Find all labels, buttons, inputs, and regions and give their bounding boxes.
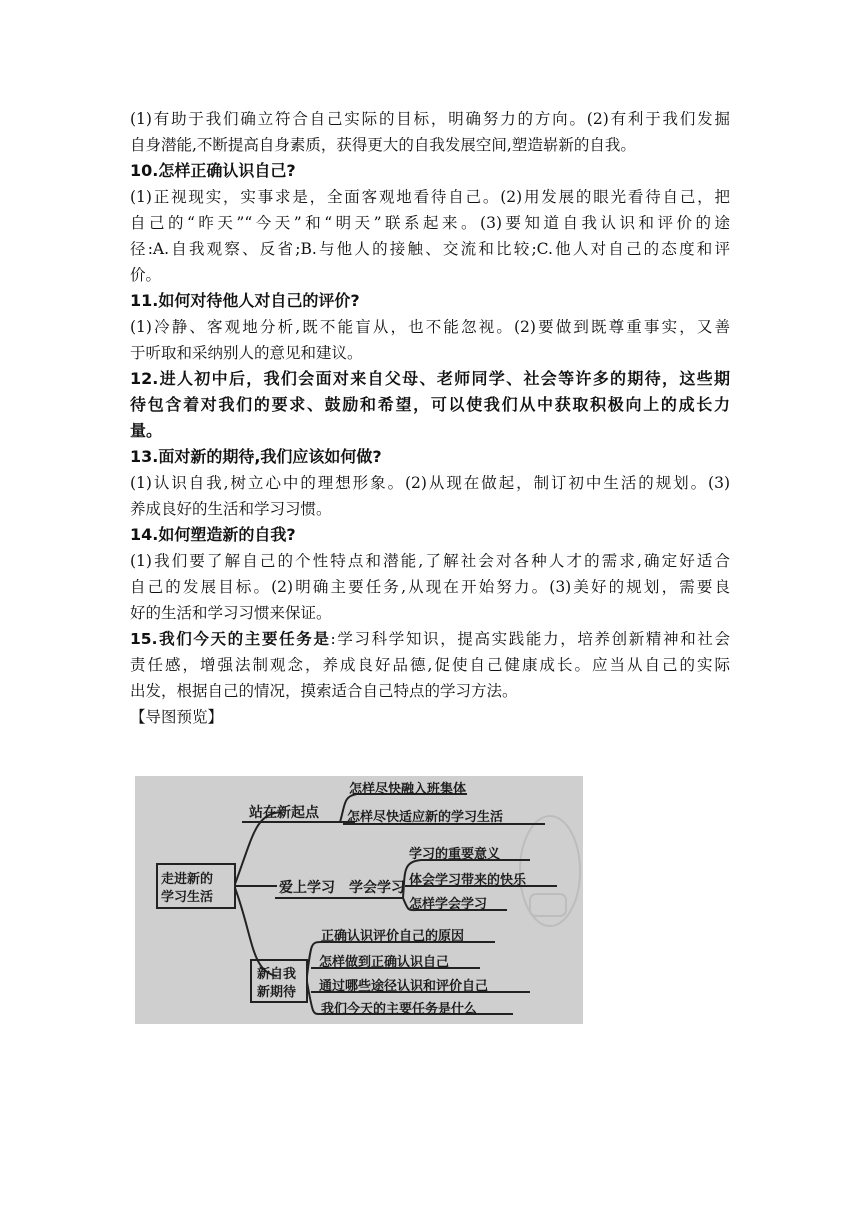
statement-12: 12.进人初中后，我们会面对来自父母、老师同学、社会等许多的期待，这些期 xyxy=(130,369,730,388)
statement-15 xyxy=(130,626,730,652)
map-heading: 【导图预览】 xyxy=(130,708,224,726)
answer-line: 价。 xyxy=(130,266,162,284)
mind-map-leaf: 学习的重要意义 xyxy=(409,847,501,862)
mind-map-photo xyxy=(135,776,583,1024)
mind-map-leaf: 正确认识评价自己的原因 xyxy=(321,929,465,944)
mind-map-leaf: 怎样学会学习 xyxy=(409,897,488,912)
mind-map-leaf: 我们今天的主要任务是什么 xyxy=(321,1002,478,1017)
answer-line: 自己的“昨天”“今天”和“明天”联系起来。(3)要知道自我认识和评价的途 xyxy=(130,214,730,232)
mind-map-leaf: 怎样做到正确认识自己 xyxy=(319,955,450,970)
answer-line: (1)正视现实，实事求是，全面客观地看待自己。(2)用发展的眼光看待自己，把 xyxy=(130,188,730,206)
question-14: 14.如何塑造新的自我? xyxy=(130,525,296,544)
answer-line: 养成良好的生活和学习习惯。 xyxy=(130,500,332,518)
mind-map-branch-3-line: 新期待 xyxy=(257,985,297,1000)
mind-map-root-line: 学习生活 xyxy=(161,890,214,905)
mind-map-root-line: 走进新的 xyxy=(161,872,214,887)
answer-line: (1)冷静、客观地分析,既不能盲从，也不能忽视。(2)要做到既尊重事实，又善 xyxy=(130,318,730,336)
question-11: 11.如何对待他人对自己的评价? xyxy=(130,291,360,310)
answer-line: 好的生活和学习习惯来保证。 xyxy=(130,604,332,622)
question-10: 10.怎样正确认识自己? xyxy=(130,161,296,180)
statement-15-lead: 15.我们今天的主要任务是 xyxy=(130,630,331,648)
paragraph-line: 自身潜能,不断提高自身素质，获得更大的自我发展空间,塑造崭新的自我。 xyxy=(130,136,636,154)
mind-map-leaf: 体会学习带来的快乐 xyxy=(409,873,527,888)
answer-line: 自己的发展目标。(2)明确主要任务,从现在开始努力。(3)美好的规划，需要良 xyxy=(130,578,730,596)
mind-map-branch-1: 站在新起点 xyxy=(249,805,319,821)
mind-map-branch-2: 爱上学习 学会学习 xyxy=(279,880,405,896)
paragraph-line: (1)有助于我们确立符合自己实际的目标，明确努力的方向。(2)有利于我们发掘 xyxy=(130,110,730,128)
question-13: 13.面对新的期待,我们应该如何做? xyxy=(130,447,382,466)
mind-map-leaf: 通过哪些途径认识和评价自己 xyxy=(319,979,489,994)
answer-line: (1)我们要了解自己的个性特点和潜能,了解社会对各种人才的需求,确定好适合 xyxy=(130,552,730,570)
answer-line: 径:A.自我观察、反省;B.与他人的接触、交流和比较;C.他人对自己的态度和评 xyxy=(130,240,730,258)
statement-12: 待包含着对我们的要求、鼓励和希望，可以使我们从中获取积极向上的成长力 xyxy=(130,395,730,414)
mind-map-leaf: 怎样尽快融入班集体 xyxy=(349,782,467,797)
document-body xyxy=(130,106,730,730)
answer-line: 责任感，增强法制观念，养成良好品德,促使自己健康成长。应当从自己的实际 xyxy=(130,656,730,674)
answer-line: (1)认识自我,树立心中的理想形象。(2)从现在做起，制订初中生活的规划。(3) xyxy=(130,474,730,492)
answer-line: 于听取和采纳别人的意见和建议。 xyxy=(130,344,363,362)
mind-map-leaf: 怎样尽快适应新的学习生活 xyxy=(347,810,504,825)
statement-12: 量。 xyxy=(130,421,163,440)
statement-15-rest: :学习科学知识，提高实践能力，培养创新精神和社会 xyxy=(330,630,730,648)
answer-line: 出发，根据自己的情况，摸索适合自己特点的学习方法。 xyxy=(130,682,518,700)
mind-map-branch-3-line: 新自我 xyxy=(257,967,297,982)
